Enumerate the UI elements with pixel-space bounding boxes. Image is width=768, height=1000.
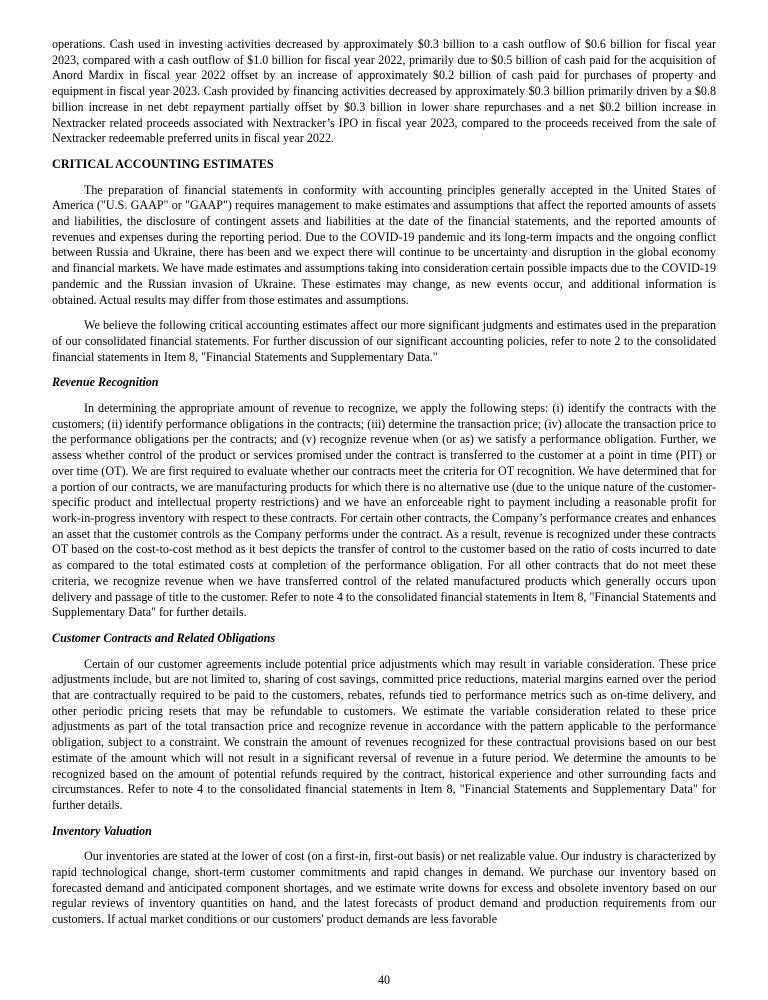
inventory-valuation-paragraph: Our inventories are stated at the lower of cost (on a first-in, first-out basis) or net realizable value. Our industry is characterized by rapid technological change, short-term customer commitments and rapid changes in demand. We purchase our inventory based on forecasted demand and anticipated component shortages, and we estimate write downs for excess and obsolete inventory based on our regular reviews of inventory quantities on hand, and the latest forecasts of product demand and production requirements from our customers. If actual market conditions or our customers' product demands are less favorable: [52, 849, 716, 927]
critical-estimates-paragraph-2: We believe the following critical accounting estimates affect our more significant judgments and estimates used in the preparation of our consolidated financial statements. For further discussion of our significant accounting policies, refer to note 2 to the consolidated financial statements in Item 8, "Financial Statements and Supplementary Data.": [52, 318, 716, 364]
section-heading-critical-accounting-estimates: CRITICAL ACCOUNTING ESTIMATES: [52, 156, 274, 171]
document-page: [52, 37, 716, 928]
subheading-customer-contracts: Customer Contracts and Related Obligations: [52, 630, 276, 645]
critical-estimates-paragraph-1: The preparation of financial statements in conformity with accounting principles generally accepted in the United States of America ("U.S. GAAP" or "GAAP") requires management to make estimates and assumptions that affect the reported amounts of assets and liabilities, the disclosure of contingent assets and liabilities at the date of the financial statements, and the reported amounts of revenues and expenses during the reporting period. Due to the COVID-19 pandemic and its long-term impacts and the ongoing conflict between Russia and Ukraine, there has been and we expect there will continue to be uncertainty and disruption in the global economy and financial markets. We have made estimates and assumptions taking into consideration certain possible impacts due to the COVID-19 pandemic and the Russian invasion of Ukraine. These estimates may change, as new events occur, and additional information is obtained. Actual results may differ from those estimates and assumptions.: [52, 182, 716, 307]
subheading-inventory-valuation: Inventory Valuation: [52, 823, 152, 838]
intro-paragraph: operations. Cash used in investing activities decreased by approximately $0.3 billion to a cash outflow of $0.6 billion for fiscal year 2023, compared with a cash outflow of $1.0 billion for fiscal year 2022, primarily due to $0.5 billion of cash paid for the acquisition of Anord Mardix in fiscal year 2022 offset by an increase of approximately $0.2 billion of cash paid for purchases of property and equipment in fiscal year 2023. Cash provided by financing activities decreased by approximately $0.3 billion primarily driven by a $0.8 billion increase in net debt repayment partially offset by $0.3 billion in lower share repurchases and a net $0.2 billion increase in Nextracker related proceeds associated with Nextracker’s IPO in fiscal year 2023, compared to the proceeds received from the sale of Nextracker redeemable preferred units in fiscal year 2022.: [52, 37, 716, 146]
revenue-recognition-paragraph: In determining the appropriate amount of revenue to recognize, we apply the following steps: (i) identify the contracts with the customers; (ii) identify performance obligations in the contracts; (iii) determine the transaction price; (iv) allocate the transaction price to the performance obligations per the contracts; and (v) recognize revenue when (or as) we satisfy a performance obligation. Further, we assess whether control of the product or services promised under the contract is transferred to the customer at a point in time (PIT) or over time (OT). We are first required to evaluate whether our contracts meet the criteria for OT recognition. We have determined that for a portion of our contracts, we are manufacturing products for which there is no alternative use (due to the unique nature of the customer-specific product and intellectual property restrictions) and we have an enforceable right to payment including a reasonable profit for work-in-progress inventory with respect to these contracts. For certain other contracts, the Company’s performance creates and enhances an asset that the customer controls as the Company performs under the contract. As a result, revenue is recognized under these contracts OT based on the cost-to-cost method as it best depicts the transfer of control to the customer based on the ratio of costs incurred to date as compared to the total estimated costs at completion of the performance obligation. For all other contracts that do not meet these criteria, we recognize revenue when we have transferred control of the related manufactured products which generally occurs upon delivery and passage of title to the customer. Refer to note 4 to the consolidated financial statements in Item 8, "Financial Statements and Supplementary Data" for further details.: [52, 401, 716, 620]
subheading-revenue-recognition: Revenue Recognition: [52, 375, 159, 390]
customer-contracts-paragraph: Certain of our customer agreements include potential price adjustments which may result in variable consideration. These price adjustments include, but are not limited to, sharing of cost savings, committed price reductions, material margins earned over the period that are contractually required to be paid to the customers, rebates, refunds tied to performance metrics such as on-time delivery, and other periodic pricing resets that may be refundable to customers. We estimate the variable consideration related to these price adjustments as part of the total transaction price and recognize revenue in accordance with the pattern applicable to the performance obligation, subject to a constraint. We constrain the amount of revenues recognized for these contractual provisions based on our best estimate of the amount which will not result in a significant reversal of revenue in a future period. We determine the amounts to be recognized based on the amount of potential refunds required by the contract, historical experience and other surrounding facts and circumstances. Refer to note 4 to the consolidated financial statements in Item 8, "Financial Statements and Supplementary Data" for further details.: [52, 656, 716, 812]
page-number: 40: [377, 973, 391, 987]
